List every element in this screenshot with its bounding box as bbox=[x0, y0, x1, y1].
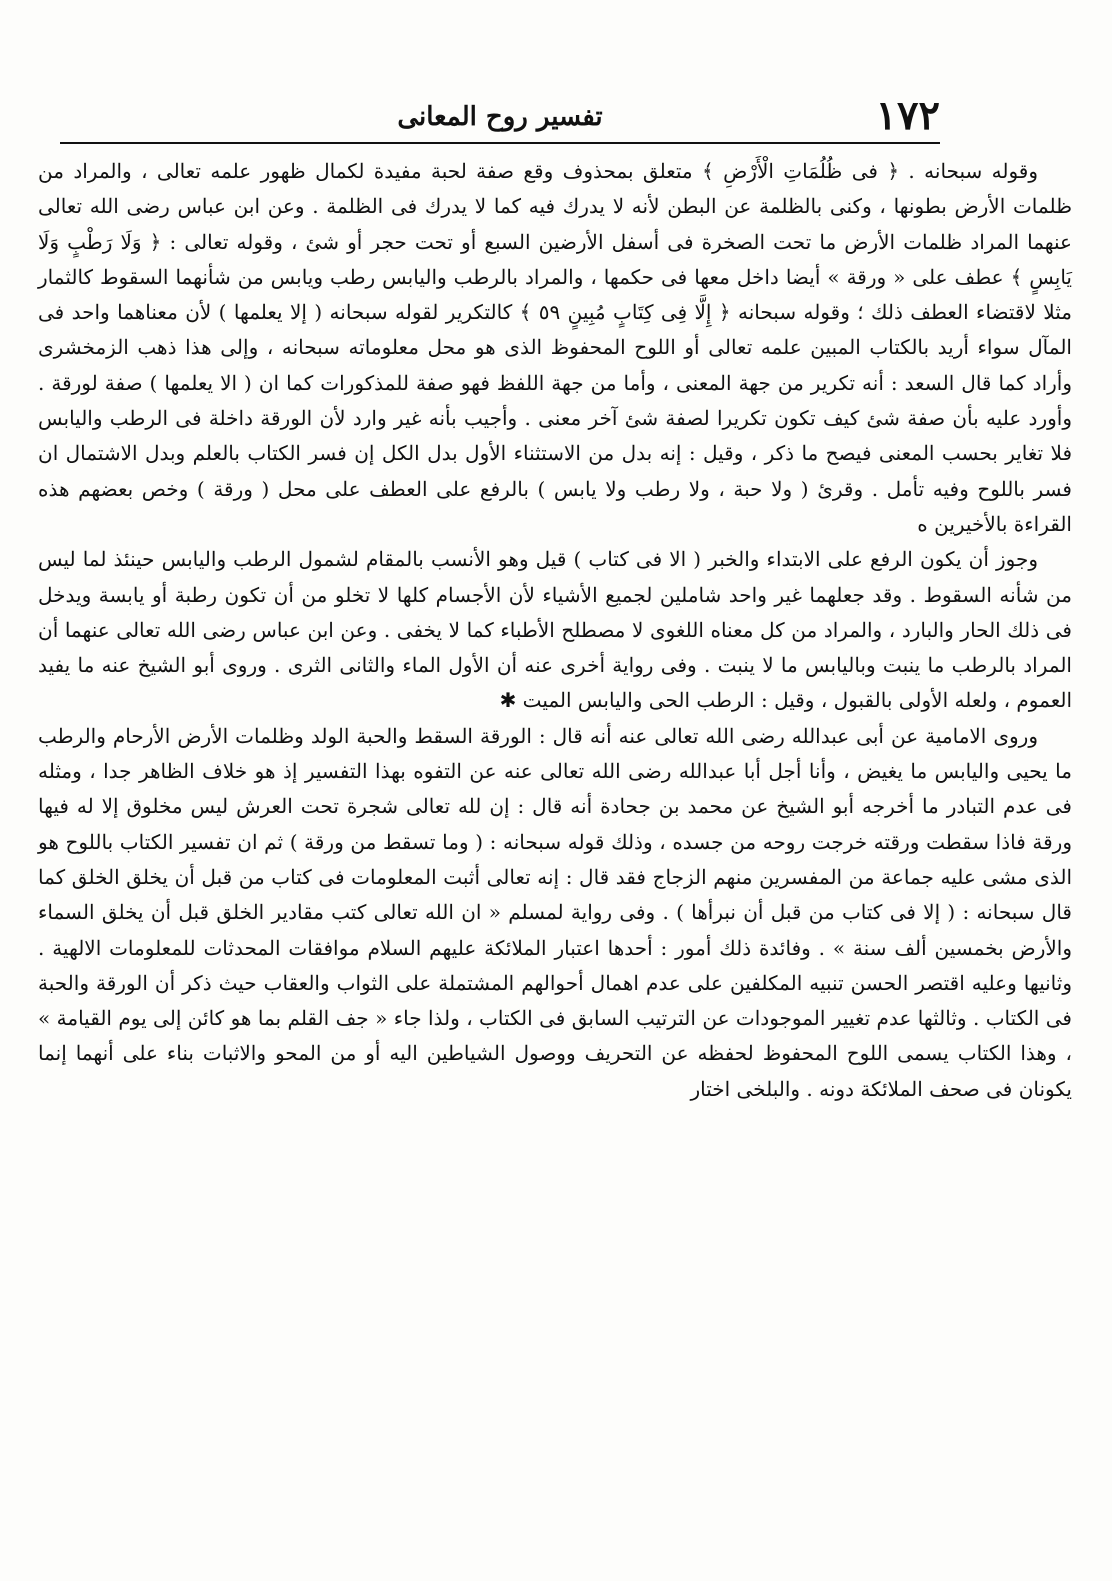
main-text bbox=[38, 154, 1072, 1107]
running-title: تفسير روح المعانى bbox=[397, 102, 603, 132]
page-header bbox=[60, 92, 940, 144]
page-number: ١٧٢ bbox=[875, 92, 940, 139]
paragraph-1: وقوله سبحانه . ﴿ فى ظُلُمَاتِ الْأَرْضِ ﴾ متعلق بمحذوف وقع صفة لحبة مفيدة لكمال ظهور علمه تعالى ، والمراد من ظلمات الأرض بطونها ، وكنى بالظلمة عن البطن لأنه لا يدرك فيه كما لا يدرك فى الظلمة . وعن ابن عباس رضى الله تعالى عنهما المراد ظلمات الأرض ما تحت الصخرة فى أسفل الأرضين السبع أو تحت حجر أو شئ ، وقوله تعالى : ﴿ وَلَا رَطْبٍ وَلَا يَابِسٍ ﴾ عطف على « ورقة » أيضا داخل معها فى حكمها ، والمراد بالرطب واليابس رطب ويابس من شأنهما السقوط كالثمار مثلا لاقتضاء العطف ذلك ؛ وقوله سبحانه ﴿ إِلَّا فِى كِتَابٍ مُبِينٍ ٥٩ ﴾ كالتكرير لقوله سبحانه ( إلا يعلمها ) لأن معناهما واحد فى المآل سواء أريد بالكتاب المبين علمه تعالى أو اللوح المحفوظ الذى هو محل معلوماته سبحانه ، وإلى هذا ذهب الزمخشرى وأراد كما قال السعد : أنه تكرير من جهة المعنى ، وأما من جهة اللفظ فهو صفة للمذكورات كما ان ( الا يعلمها ) صفة لورقة . وأورد عليه بأن صفة شئ كيف تكون تكريرا لصفة شئ آخر معنى . وأجيب بأنه غير وارد لأن الورقة داخلة فى الرطب واليابس فلا تغاير بحسب المعنى فيصح ما ذكر ، وقيل : إنه بدل من الاستثناء الأول بدل الكل إن فسر الكتاب بالعلم وبدل الاشتمال ان فسر باللوح وفيه تأمل . وقرئ ( ولا حبة ، ولا رطب ولا يابس ) بالرفع على العطف على محل ( ورقة ) وخص بعضهم هذه القراءة بالأخيرين ه bbox=[38, 159, 1072, 536]
paragraph-2: وجوز أن يكون الرفع على الابتداء والخبر ( الا فى كتاب ) قيل وهو الأنسب بالمقام لشمول الرطب واليابس حينئذ لما ليس من شأنه السقوط . وقد جعلهما غير واحد شاملين لجميع الأشياء لأن الأجسام كلها لا تخلو من أن تكون رطبة أو يابسة ويدخل فى ذلك الحار والبارد ، والمراد من كل معناه اللغوى لا مصطلح الأطباء كما لا يخفى . وعن ابن عباس رضى الله تعالى عنهما أن المراد بالرطب ما ينبت وباليابس ما لا ينبت . وفى رواية أخرى عنه أن الأول الماء والثانى الثرى . وروى أبو الشيخ عنه ما يفيد العموم ، ولعله الأولى بالقبول ، وقيل : الرطب الحى واليابس الميت ✱ bbox=[38, 547, 1072, 713]
paragraph-3: وروى الامامية عن أبى عبدالله رضى الله تعالى عنه أنه قال : الورقة السقط والحبة الولد وظلمات الأرض الأرحام والرطب ما يحيى واليابس ما يغيض ، وأنا أجل أبا عبدالله رضى الله تعالى عنه عن التفوه بهذا التفسير إذ هو خلاف الظاهر جدا ، ومثله فى عدم التبادر ما أخرجه أبو الشيخ عن محمد بن جحادة أنه قال : إن لله تعالى شجرة تحت العرش ليس مخلوق إلا له فيها ورقة فاذا سقطت ورقته خرجت روحه من جسده ، وذلك قوله سبحانه : ( وما تسقط من ورقة ) ثم ان تفسير الكتاب باللوح هو الذى مشى عليه جماعة من المفسرين منهم الزجاج فقد قال : إنه تعالى أثبت المعلومات فى كتاب من قبل أن يخلق الخلق كما قال سبحانه : ( إلا فى كتاب من قبل أن نبرأها ) . وفى رواية لمسلم « ان الله تعالى كتب مقادير الخلق قبل أن يخلق السماء والأرض بخمسين ألف سنة » . وفائدة ذلك أمور : أحدها اعتبار الملائكة عليهم السلام موافقات المحدثات للمعلومات الالهية . وثانيها وعليه اقتصر الحسن تنبيه المكلفين على عدم اهمال أحوالهم المشتملة على الثواب والعقاب حيث ذكر أن الورقة والحبة فى الكتاب . وثالثها عدم تغيير الموجودات عن الترتيب السابق فى الكتاب ، ولذا جاء « جف القلم بما هو كائن إلى يوم القيامة » ، وهذا الكتاب يسمى اللوح المحفوظ لحفظه عن التحريف ووصول الشياطين اليه أو من المحو والاثبات بناء على أنهما إنما يكونان فى صحف الملائكة دونه . والبلخى اختار bbox=[38, 723, 1072, 1101]
header-divider bbox=[60, 142, 940, 144]
